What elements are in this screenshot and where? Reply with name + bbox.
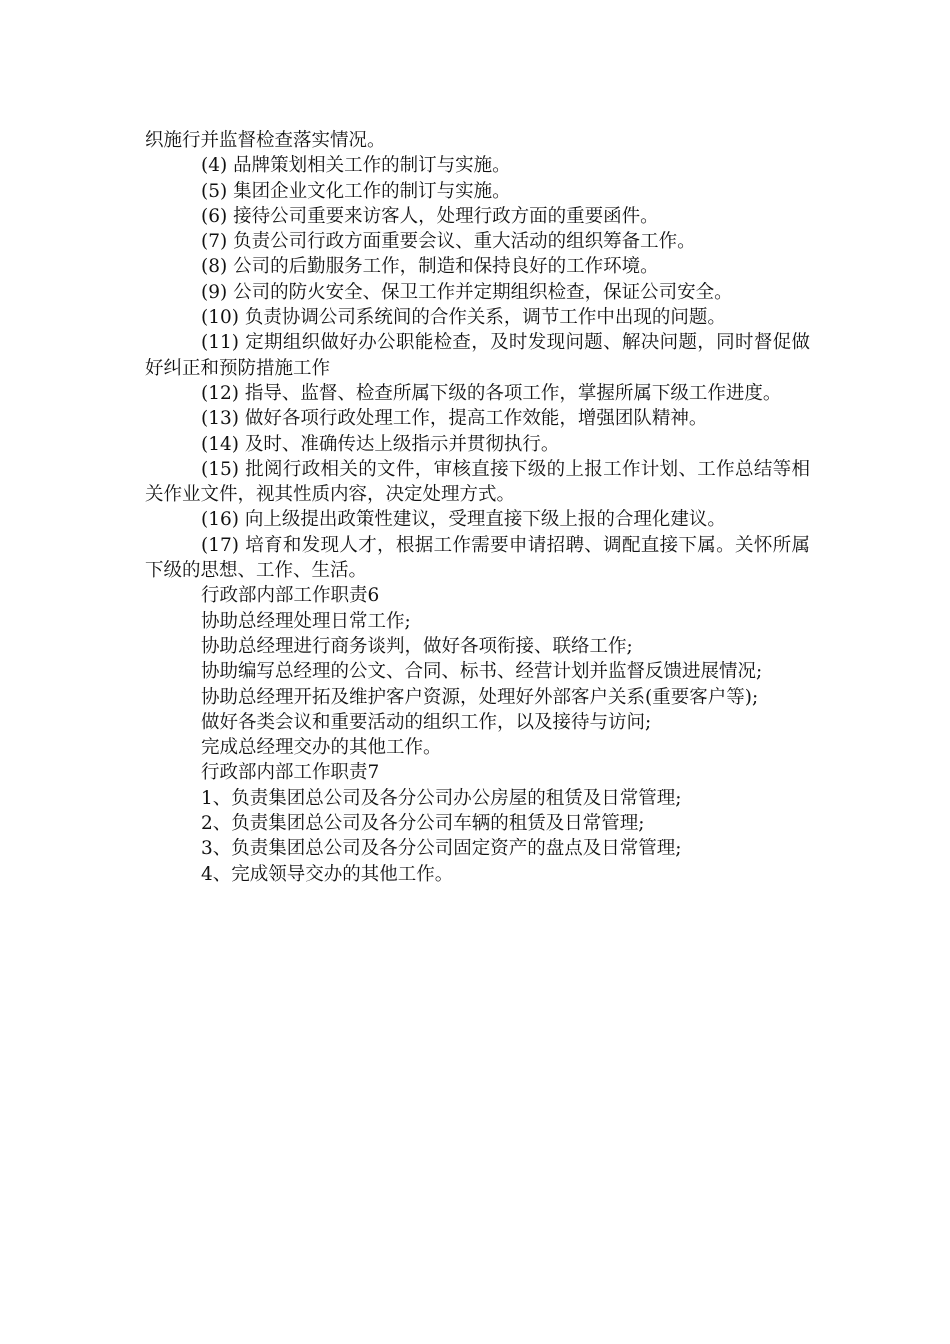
paragraph: (12) 指导、监督、检查所属下级的各项工作，掌握所属下级工作进度。 (201, 382, 782, 404)
paragraph: 协助总经理进行商务谈判，做好各项衔接、联络工作; (201, 635, 633, 657)
document-body (145, 128, 810, 887)
paragraph: 协助总经理处理日常工作; (201, 610, 411, 632)
paragraph: (14) 及时、准确传达上级指示并贯彻执行。 (201, 433, 560, 455)
paragraph: 做好各类会议和重要活动的组织工作，以及接待与访问; (201, 711, 652, 733)
paragraph: (17) 培育和发现人才，根据工作需要申请招聘、调配直接下属。关怀所属下级的思想、工作、生活。 (145, 534, 810, 582)
paragraph: (13) 做好各项行政处理工作，提高工作效能，增强团队精神。 (201, 408, 708, 430)
paragraph: (4) 品牌策划相关工作的制订与实施。 (201, 155, 511, 177)
paragraph: 织施行并监督检查落实情况。 (145, 130, 386, 151)
paragraph: (5) 集团企业文化工作的制订与实施。 (201, 180, 511, 202)
list-item: 3、负责集团总公司及各分公司固定资产的盘点及日常管理; (201, 838, 682, 860)
paragraph: (8) 公司的后勤服务工作，制造和保持良好的工作环境。 (201, 256, 659, 278)
paragraph: (7) 负责公司行政方面重要会议、重大活动的组织筹备工作。 (201, 231, 696, 253)
paragraph: 完成总经理交办的其他工作。 (201, 737, 442, 759)
paragraph: (9) 公司的防火安全、保卫工作并定期组织检查，保证公司安全。 (201, 281, 733, 303)
paragraph: (11) 定期组织做好办公职能检查，及时发现问题、解决问题，同时督促做好纠正和预防措施工作 (145, 332, 810, 379)
list-item: 2、负责集团总公司及各分公司车辆的租赁及日常管理; (201, 813, 645, 835)
list-item: 4、完成领导交办的其他工作。 (201, 863, 454, 885)
paragraph: (15) 批阅行政相关的文件，审核直接下级的上报工作计划、工作总结等相关作业文件，视其性质内容，决定处理方式。 (145, 458, 810, 506)
paragraph: (6) 接待公司重要来访客人，处理行政方面的重要函件。 (201, 205, 659, 227)
section-heading: 行政部内部工作职责6 (201, 585, 380, 607)
paragraph: (10) 负责协调公司系统间的合作关系，调节工作中出现的问题。 (201, 307, 726, 329)
paragraph: (16) 向上级提出政策性建议，受理直接下级上报的合理化建议。 (201, 509, 726, 531)
list-item: 1、负责集团总公司及各分公司办公房屋的租赁及日常管理; (201, 787, 682, 809)
section-heading: 行政部内部工作职责7 (201, 762, 380, 784)
paragraph: 协助总经理开拓及维护客户资源，处理好外部客户关系(重要客户等); (201, 686, 759, 708)
paragraph: 协助编写总经理的公文、合同、标书、经营计划并监督反馈进展情况; (201, 661, 763, 683)
